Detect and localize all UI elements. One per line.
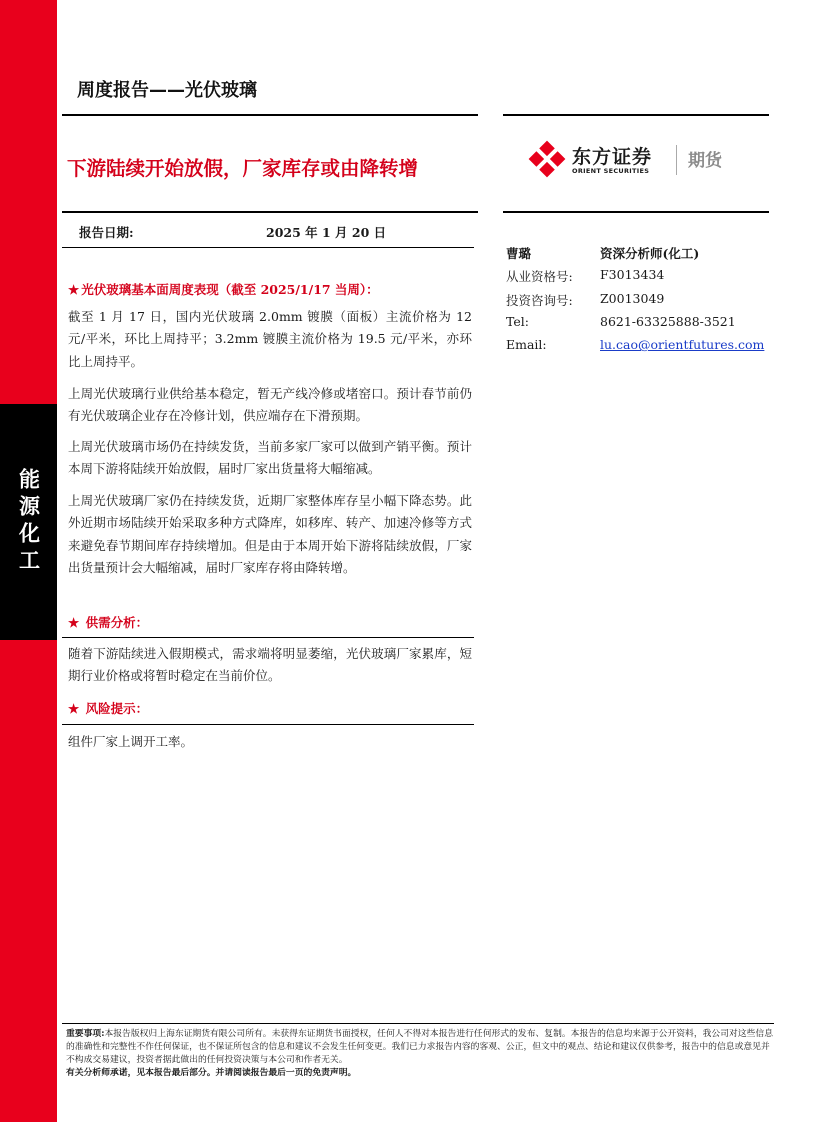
date-rule-bottom xyxy=(62,247,474,248)
section-title-text: 供需分析： xyxy=(85,615,149,630)
header-rule-right xyxy=(503,114,769,116)
analyst-commitment: 有关分析师承诺，见本报告最后部分。并请阅读报告最后一页的免责声明。 xyxy=(66,1068,357,1078)
section-title-text: 风险提示： xyxy=(85,701,149,716)
orient-securities-logo-icon xyxy=(528,140,566,178)
section-rule xyxy=(62,637,474,638)
star-icon: ★ xyxy=(68,282,80,297)
analyst-row-label: 投资咨询号: xyxy=(506,292,573,308)
analyst-row xyxy=(506,267,764,290)
paragraph: 上周光伏玻璃市场仍在持续发货，当前多家厂家可以做到产销平衡。预计本周下游将陆续开始放假，届时厂家出货量将大幅缩减。 xyxy=(68,439,472,477)
footer-disclaimer xyxy=(66,1028,774,1080)
paragraph: 组件厂家上调开工率。 xyxy=(68,734,194,749)
analyst-row-label: Email: xyxy=(506,337,547,353)
star-icon: ★ xyxy=(68,615,80,630)
paragraph: 截至 1 月 17 日，国内光伏玻璃 2.0mm 镀膜（面板）主流价格为 12 元/平米，环比上周持平；3.2mm 镀膜主流价格为 19.5 元/平米，亦环比上周持平。 xyxy=(68,309,472,369)
analyst-name: 曹璐 xyxy=(506,246,532,261)
section-title-supply-demand xyxy=(68,613,148,631)
star-icon: ★ xyxy=(68,701,80,716)
footer-rule xyxy=(62,1023,774,1024)
company-logo xyxy=(528,140,738,180)
analyst-row xyxy=(506,337,764,360)
logo-name-cn: 东方证券 xyxy=(572,146,653,168)
logo-separator xyxy=(676,145,677,175)
report-date-value: 2025 年 1 月 20 日 xyxy=(266,225,387,240)
date-rule-top xyxy=(62,211,478,213)
analyst-row-label: 从业资格号: xyxy=(506,269,573,285)
section-title-fundamentals xyxy=(68,280,379,298)
disclaimer-text: 本报告版权归上海东证期货有限公司所有。未获得东证期货书面授权，任何人不得对本报告进行任何形式的发布、复制。本报告的信息均来源于公开资料，我公司对这些信息的准确性和完整性不作任何保证，也不保证所包含的信息和建议不会发生任何变更。我们已力求报告内容的客观、公正，但文中的观点、结论和建议仅供参考，报告中的信息或意见并不构成交易建议，投资者据此做出的任何投资决策与本公司和作者无关。 xyxy=(66,1029,774,1065)
disclaimer-label: 重要事项: xyxy=(66,1029,105,1039)
analyst-rule-top xyxy=(503,211,769,213)
paragraph: 上周光伏玻璃厂家仍在持续发货，近期厂家整体库存呈小幅下降态势。此外近期市场陆续开始采取多种方式降库，如移库、转产、加速冷修等方式来避免春节期间库存持续增加。但是由于本周开始下游将陆续放假，厂家出货量预计会大幅缩减，届时厂家库存将由降转增。 xyxy=(68,493,472,576)
analyst-email-link[interactable]: lu.cao@orientfutures.com xyxy=(600,337,765,353)
report-type-title: 周度报告——光伏玻璃 xyxy=(77,80,257,101)
section-title-risk xyxy=(68,699,148,717)
paragraph: 上周光伏玻璃行业供给基本稳定，暂无产线冷修或堵窑口。预计春节前仍有光伏玻璃企业存在冷修计划，供应端存在下滑预期。 xyxy=(68,386,472,424)
analyst-row-label: Tel: xyxy=(506,313,529,329)
report-date-label: 报告日期: xyxy=(79,225,134,240)
logo-division: 期货 xyxy=(688,151,722,171)
analyst-row-value: 8621-63325888-3521 xyxy=(600,313,736,329)
analyst-row-value: Z0013049 xyxy=(600,290,665,306)
sector-tab xyxy=(0,404,57,640)
analyst-info xyxy=(506,244,764,360)
header-rule-left xyxy=(62,114,478,116)
logo-name-en: ORIENT SECURITIES xyxy=(572,167,650,175)
sector-label: 能源化工 xyxy=(16,468,41,576)
analyst-row xyxy=(506,314,764,337)
analyst-header-row xyxy=(506,244,764,267)
paragraph: 随着下游陆续进入假期模式，需求端将明显萎缩，光伏玻璃厂家累库，短期行业价格或将暂时稳定在当前价位。 xyxy=(68,646,472,684)
section-title-text: 光伏玻璃基本面周度表现（截至 2025/1/17 当周）： xyxy=(81,282,379,297)
analyst-row xyxy=(506,291,764,314)
headline: 下游陆续开始放假，厂家库存或由降转增 xyxy=(67,157,419,180)
analyst-row-value: F3013434 xyxy=(600,267,665,283)
section-rule xyxy=(62,724,474,725)
analyst-title: 资深分析师(化工) xyxy=(600,246,700,261)
